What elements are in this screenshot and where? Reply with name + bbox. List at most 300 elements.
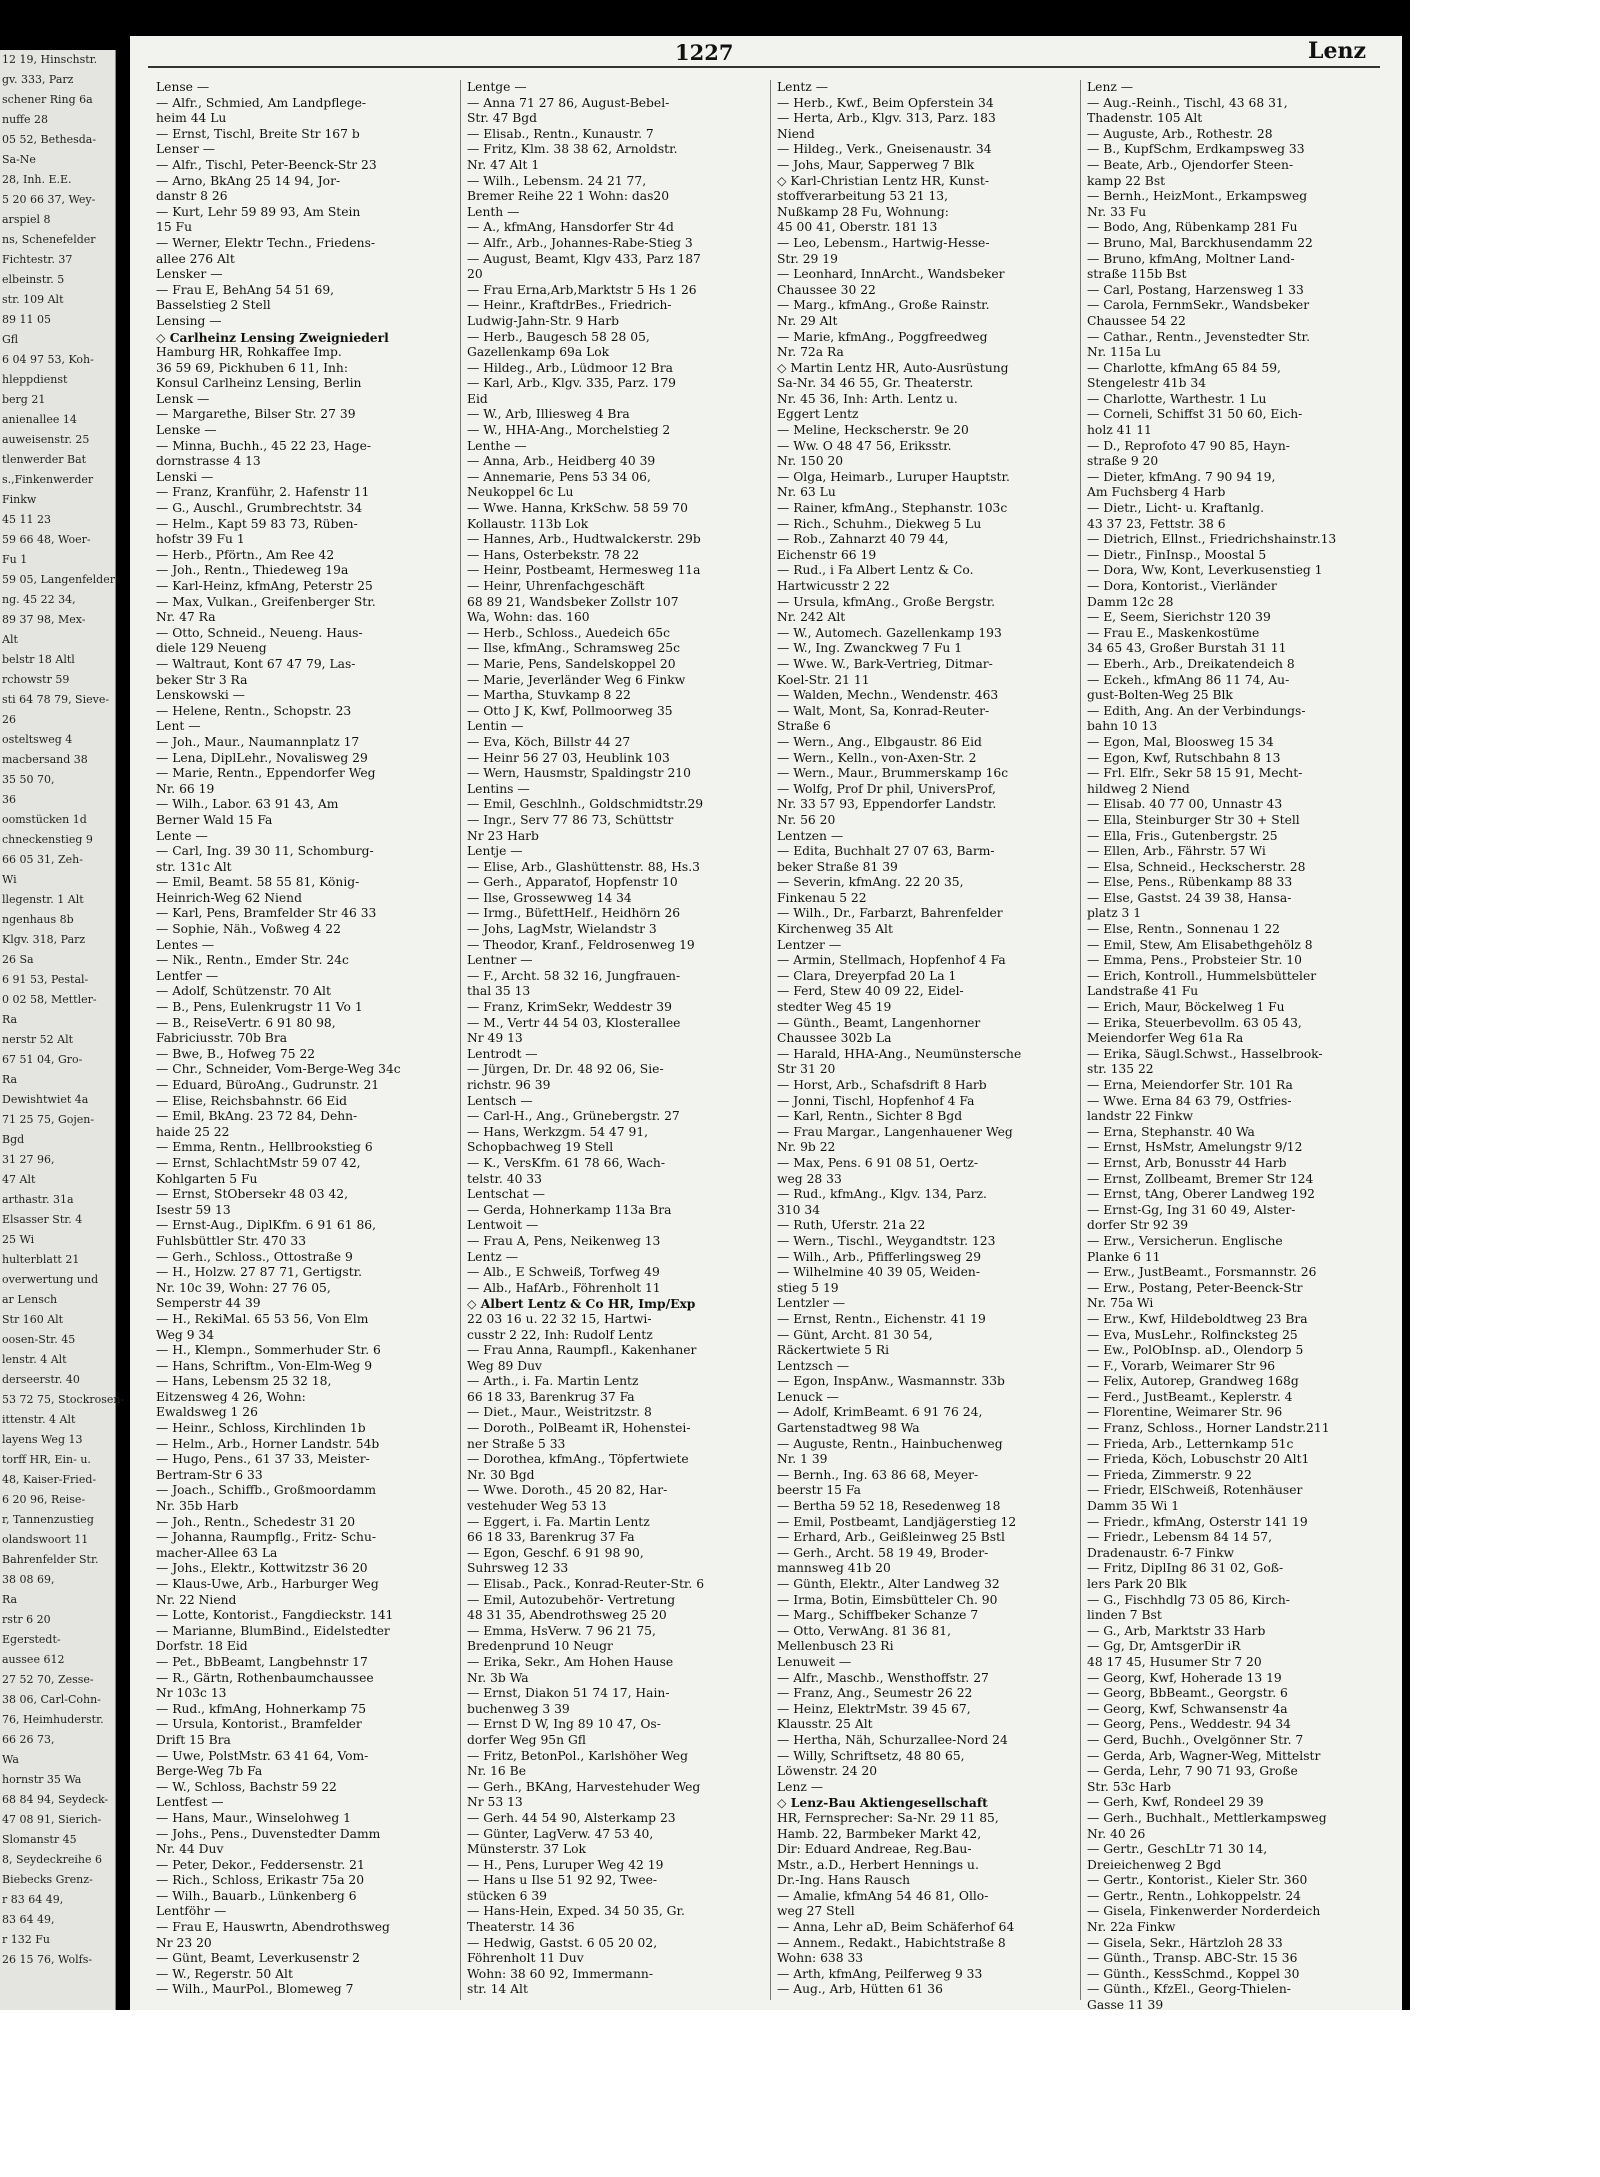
directory-entry: — B., ReiseVertr. 6 91 80 98, — [156, 1015, 336, 1030]
directory-entry: — Johanna, Raumpflg., Fritz- Schu- — [156, 1530, 377, 1545]
directory-entry: Lensker — — [156, 267, 223, 282]
directory-entry: — Ernst-Gg, Ing 31 60 49, Alster- — [1087, 1202, 1296, 1217]
directory-entry: — Annem., Redakt., Habichtstraße 8 — [777, 1935, 1006, 1950]
directory-entry: stoffverarbeitung 53 21 13, — [777, 189, 949, 204]
directory-entry: hofstr 39 Fu 1 — [156, 532, 245, 547]
directory-entry: — Edita, Buchhalt 27 07 63, Barm- — [777, 844, 995, 859]
directory-entry: — Elise, Reichsbahnstr. 66 Eid — [156, 1093, 348, 1108]
directory-entry: — Hans u Ilse 51 92 92, Twee- — [467, 1873, 658, 1888]
directory-entry: Lentsch — — [467, 1093, 533, 1108]
directory-entry: Gazellenkamp 69a Lok — [467, 345, 610, 360]
facing-page-line: r 132 Fu — [2, 1933, 50, 1946]
directory-entry: — Bodo, Ang, Rübenkamp 281 Fu — [1087, 220, 1298, 235]
directory-entry: — Dietr., FinInsp., Moostal 5 — [1087, 547, 1267, 562]
directory-entry: beerstr 15 Fa — [777, 1483, 861, 1498]
directory-entry: — Werner, Elektr Techn., Friedens- — [156, 235, 376, 250]
directory-entry: — Erna, Meiendorfer Str. 101 Ra — [1087, 1078, 1293, 1092]
directory-entry: Sa-Nr. 34 46 55, Gr. Theaterstr. — [777, 376, 974, 391]
directory-entry: Basselstieg 2 Stell — [156, 298, 271, 313]
directory-entry: — Wilh., Labor. 63 91 43, Am — [156, 797, 339, 812]
directory-entry: Lenth — — [467, 204, 520, 219]
directory-entry: — Alfr., Tischl, Peter-Beenck-Str 23 — [156, 157, 377, 172]
directory-entry: Lentzler — — [777, 1296, 846, 1311]
directory-entry: — Rob., Zahnarzt 40 79 44, — [777, 532, 949, 547]
facing-page-line: 12 19, Hinschstr. — [2, 53, 98, 66]
directory-entry: — Heinr., Schloss, Kirchlinden 1b — [156, 1421, 366, 1436]
directory-entry: — Heinz, ElektrMstr. 39 45 67, — [777, 1701, 971, 1716]
directory-entry: — Otto J K, Kwf, Pollmoorweg 35 — [467, 703, 673, 718]
directory-entry: hildweg 2 Niend — [1087, 781, 1190, 796]
directory-entry: 22 03 16 u. 22 32 15, Hartwi- — [467, 1311, 652, 1326]
facing-page-line: hleppdienst — [2, 373, 68, 386]
directory-entry: Lentz — — [777, 80, 828, 94]
directory-entry: — Dieter, kfmAng. 7 90 94 19, — [1087, 469, 1276, 484]
directory-entry: Eichenstr 66 19 — [777, 547, 877, 562]
facing-page-line: Ra — [2, 1593, 18, 1606]
directory-entry: — Herb., Baugesch 58 28 05, — [467, 329, 650, 344]
directory-entry: — G., Fischhdlg 73 05 86, Kirch- — [1087, 1592, 1290, 1607]
facing-page-line: Wi — [2, 873, 17, 886]
directory-entry: — Jürgen, Dr. Dr. 48 92 06, Sie- — [467, 1062, 664, 1077]
facing-page-line: 5 20 66 37, Wey- — [2, 193, 96, 206]
facing-page-line: schener Ring 6a — [2, 93, 93, 106]
directory-entry: — Gerh., Schloss., Ottostraße 9 — [156, 1249, 353, 1264]
facing-page-line: 28, Inh. E.E. — [2, 173, 72, 186]
directory-entry: Nr. 66 19 — [156, 781, 215, 796]
directory-entry: Lentes — — [156, 937, 215, 952]
directory-entry: Nr. 30 Bgd — [467, 1467, 535, 1482]
facing-page-line: ar Lensch — [2, 1293, 58, 1306]
directory-entry: Kirchenweg 35 Alt — [777, 922, 893, 937]
directory-entry: — Marie, Rentn., Eppendorfer Weg — [156, 766, 376, 781]
directory-entry: Hamb. 22, Barmbeker Markt 42, — [777, 1826, 982, 1841]
directory-entry: — Wilh., MaurPol., Blomeweg 7 — [156, 1982, 354, 1997]
directory-entry: — Herb., Kwf., Beim Opferstein 34 — [777, 95, 994, 110]
directory-entry: — Olga, Heimarb., Luruper Hauptstr. — [777, 469, 1010, 484]
directory-entry: — Anna 71 27 86, August-Bebel- — [467, 95, 670, 110]
directory-entry: — Elisab., Pack., Konrad-Reuter-Str. 6 — [467, 1577, 705, 1591]
directory-entry: — Ernst, Rentn., Eichenstr. 41 19 — [777, 1311, 986, 1326]
directory-entry: — Frau E., Maskenkostüme — [1087, 625, 1260, 640]
directory-entry: — Gerh., Archt. 58 19 49, Broder- — [777, 1545, 989, 1560]
directory-entry: platz 3 1 — [1087, 906, 1142, 921]
directory-entry: — Hugo, Pens., 61 37 33, Meister- — [156, 1452, 370, 1467]
running-head: Lenz — [1308, 38, 1366, 64]
directory-entry: Koel-Str. 21 11 — [777, 672, 870, 687]
directory-entry: — Beate, Arb., Ojendorfer Steen- — [1087, 157, 1294, 172]
facing-page-line: ittenstr. 4 Alt — [2, 1413, 76, 1426]
directory-entry: — Otto, Schneid., Neueng. Haus- — [156, 625, 363, 640]
directory-entry: — Marie, Jeverländer Weg 6 Finkw — [467, 672, 686, 687]
directory-entry: Lentner — — [467, 953, 533, 968]
directory-entry: Dorfstr. 18 Eid — [156, 1639, 248, 1654]
facing-page-line: Finkw — [2, 493, 37, 506]
directory-entry: — Amalie, kfmAng 54 46 81, Ollo- — [777, 1888, 989, 1903]
facing-page-line: macbersand 38 — [2, 753, 88, 766]
directory-entry: — Johs., Pens., Duvenstedter Damm — [156, 1826, 381, 1841]
directory-entry: — Wilh., Arb., Pfifferlingsweg 29 — [777, 1249, 982, 1264]
directory-entry: — August, Beamt, Klgv 433, Parz 187 — [467, 251, 701, 266]
facing-page-line: rchowstr 59 — [2, 673, 70, 686]
directory-entry: — Wilh., Lebensm. 24 21 77, — [467, 173, 647, 188]
directory-entry: — Friedr, ElSchweiß, Rotenhäuser — [1087, 1483, 1303, 1498]
facing-page-line: 6 91 53, Pestal- — [2, 973, 89, 986]
directory-entry: heim 44 Lu — [156, 111, 227, 126]
directory-entry: stücken 6 39 — [467, 1888, 547, 1903]
directory-entry: — Franz, Schloss., Horner Landstr.211 — [1087, 1421, 1330, 1436]
facing-page-line: oosen-Str. 45 — [2, 1333, 76, 1346]
directory-entry: — Fritz, BetonPol., Karlshöher Weg — [467, 1748, 688, 1763]
directory-entry: — Erhard, Arb., Geißleinweg 25 Bstl — [777, 1530, 1005, 1545]
directory-entry: — Sophie, Näh., Voßweg 4 22 — [156, 922, 341, 937]
directory-entry: — Walt, Mont, Sa, Konrad-Reuter- — [777, 703, 990, 718]
directory-entry: Niend — [777, 126, 815, 141]
directory-entry: — Jonni, Tischl, Hopfenhof 4 Fa — [777, 1093, 975, 1108]
facing-page-line: 71 25 75, Gojen- — [2, 1113, 95, 1126]
directory-entry: Lentföhr — — [156, 1904, 227, 1919]
facing-page-line: 38 08 69, — [2, 1573, 55, 1586]
directory-entry: — Gertr., GeschLtr 71 30 14, — [1087, 1842, 1268, 1857]
directory-entry: — Ernst, Arb, Bonusstr 44 Harb — [1087, 1155, 1287, 1170]
directory-entry: — Diet., Maur., Weistritzstr. 8 — [467, 1405, 652, 1420]
directory-entry: — Hans, Maur., Winselohweg 1 — [156, 1810, 351, 1825]
directory-entry: — Dietrich, Ellnst., Friedrichshainstr.13 — [1087, 532, 1337, 547]
directory-entry: Lenskowski — — [156, 688, 245, 703]
directory-entry: Lenz — — [1087, 80, 1134, 94]
directory-entry: Lentwoit — — [467, 1218, 539, 1233]
directory-entry: — Else, Pens., Rübenkamp 88 33 — [1087, 875, 1293, 890]
facing-page-line: 26 15 76, Wolfs- — [2, 1953, 93, 1966]
facing-page-line: 59 66 48, Woer- — [2, 533, 91, 546]
directory-entry: Münsterstr. 37 Lok — [467, 1842, 587, 1857]
directory-entry: Berner Wald 15 Fa — [156, 812, 273, 827]
directory-entry: Nr. 115a Lu — [1087, 345, 1161, 360]
directory-entry: Weg 9 34 — [156, 1327, 215, 1342]
directory-entry: Ludwig-Jahn-Str. 9 Harb — [467, 313, 619, 328]
facing-page-line: ngenhaus 8b — [2, 913, 74, 926]
facing-page-line: oomstücken 1d — [2, 813, 87, 826]
facing-page-line: 27 52 70, Zesse- — [2, 1673, 94, 1686]
directory-entry: — Carola, FernmSekr., Wandsbeker — [1087, 298, 1310, 313]
facing-page-line: berg 21 — [2, 393, 46, 406]
facing-page-line: 6 20 96, Reise- — [2, 1493, 86, 1506]
directory-entry: — Günter, LagVerw. 47 53 40, — [467, 1826, 654, 1841]
directory-entry: — Edith, Ang. An der Verbindungs- — [1087, 703, 1306, 718]
directory-entry: — Heinr, Postbeamt, Hermesweg 11a — [467, 563, 701, 578]
directory-entry: — Elise, Arb., Glashüttenstr. 88, Hs.3 — [467, 859, 700, 874]
facing-page-line: Bahrenfelder Str. — [2, 1553, 99, 1566]
directory-entry: — Ilse, kfmAng., Schramsweg 25c — [467, 641, 680, 656]
directory-entry: holz 41 11 — [1087, 423, 1152, 438]
directory-entry: — Carl-H., Ang., Grünebergstr. 27 — [467, 1109, 680, 1124]
directory-entry: — Carl, Ing. 39 30 11, Schomburg- — [156, 844, 374, 859]
facing-page-line: 89 11 05 — [2, 313, 51, 326]
directory-entry: linden 7 Bst — [1087, 1608, 1162, 1623]
directory-entry: — Helene, Rentn., Schopstr. 23 — [156, 703, 352, 718]
directory-entry: Heinrich-Weg 62 Niend — [156, 890, 302, 905]
directory-entry: — Waltraut, Kont 67 47 79, Las- — [156, 656, 356, 671]
directory-entry: — Ernst, Tischl, Breite Str 167 b — [156, 126, 360, 141]
facing-page-line: 05 52, Bethesda- — [2, 133, 97, 146]
facing-page-line: overwertung und — [2, 1273, 99, 1286]
directory-entry: Nr. 40 26 — [1087, 1826, 1146, 1841]
directory-entry: — Wern., Kelln., von-Axen-Str. 2 — [777, 750, 977, 765]
directory-entry: — Günth., KfzEl., Georg-Thielen- — [1087, 1982, 1291, 1997]
directory-entry: Lenski — — [156, 469, 214, 484]
directory-entry: — W., Ing. Zwanckweg 7 Fu 1 — [777, 641, 963, 656]
directory-entry: Lenuck — — [777, 1389, 839, 1404]
directory-entry: 45 00 41, Oberstr. 181 13 — [777, 220, 938, 235]
directory-entry: Bertram-Str 6 33 — [156, 1467, 263, 1482]
directory-entry: — Arno, BkAng 25 14 94, Jor- — [156, 173, 341, 188]
directory-entry: — Günth., Transp. ABC-Str. 15 36 — [1087, 1951, 1298, 1966]
directory-entry: Nr. 33 Fu — [1087, 204, 1147, 219]
directory-entry: — Heinr, Uhrenfachgeschäft — [467, 579, 645, 593]
directory-entry: — W., HHA-Ang., Morchelstieg 2 — [467, 423, 671, 438]
directory-entry: — Georg, Pens., Weddestr. 94 34 — [1087, 1717, 1291, 1732]
directory-entry: — Alfr., Arb., Johannes-Rabe-Stieg 3 — [467, 235, 693, 250]
directory-entry: — R., Gärtn, Rothenbaumchaussee — [156, 1670, 374, 1685]
directory-entry: beker Straße 81 39 — [777, 859, 898, 874]
directory-entry: — Emil, Geschlnh., Goldschmidtstr.29 — [467, 797, 704, 812]
directory-entry: Lensk — — [156, 391, 210, 406]
directory-entry: — Eva, Köch, Billstr 44 27 — [467, 734, 631, 749]
directory-entry: cusstr 2 22, Inh: Rudolf Lentz — [467, 1327, 653, 1342]
directory-entry: Lentschat — — [467, 1187, 545, 1202]
directory-entry: — Joh., Rentn., Thiedeweg 19a — [156, 563, 349, 578]
directory-entry: — Gisela, Finkenwerder Norderdeich — [1087, 1904, 1321, 1919]
directory-entry: ◇ Martin Lentz HR, Auto-Ausrüstung — [777, 360, 1009, 375]
facing-page-line: 8, Seydeckreihe 6 — [2, 1853, 103, 1866]
facing-page-line: nuffe 28 — [2, 113, 48, 126]
directory-entry: — Elsa, Schneid., Heckscherstr. 28 — [1087, 859, 1306, 874]
page-header — [130, 36, 1402, 76]
directory-entry: — Johs, LagMstr, Wielandstr 3 — [467, 922, 657, 937]
directory-entry: Klausstr. 25 Alt — [777, 1717, 873, 1732]
directory-entry: — Karl, Pens, Bramfelder Str 46 33 — [156, 906, 377, 921]
directory-entry: Dreieichenweg 2 Bgd — [1087, 1857, 1222, 1872]
directory-entry: — H., Klempn., Sommerhuder Str. 6 — [156, 1343, 381, 1358]
directory-entry: — Erna, Stephanstr. 40 Wa — [1087, 1124, 1255, 1139]
directory-entry: — Hertha, Näh, Schurzallee-Nord 24 — [777, 1732, 1008, 1747]
directory-entry: — Ella, Steinburger Str 30 + Stell — [1087, 812, 1300, 827]
facing-page-line: Klgv. 318, Parz — [2, 933, 86, 946]
directory-entry: mannsweg 41b 20 — [777, 1561, 891, 1576]
directory-entry: — Bruno, kfmAng, Moltner Land- — [1087, 251, 1295, 266]
directory-entry: haide 25 22 — [156, 1124, 230, 1139]
directory-entry: — Gerd, Buchh., Ovelgönner Str. 7 — [1087, 1732, 1304, 1747]
directory-entry: telstr. 40 33 — [467, 1171, 542, 1186]
facing-page-line: belstr 18 Altl — [2, 653, 75, 666]
directory-entry: Nr. 45 36, Inh: Arth. Lentz u. — [777, 391, 958, 406]
directory-entry: 68 89 21, Wandsbeker Zollstr 107 — [467, 594, 679, 609]
directory-entry: — Emma, Rentn., Hellbrookstieg 6 — [156, 1140, 373, 1155]
directory-entry: — Marie, kfmAng., Poggfreedweg — [777, 329, 988, 344]
facing-page-line: Alt — [2, 633, 18, 646]
header-rule — [148, 66, 1380, 68]
directory-entry: — Ernst-Aug., DiplKfm. 6 91 61 86, — [156, 1218, 376, 1233]
facing-page-line: 25 Wi — [2, 1233, 35, 1246]
page-number: 1227 — [675, 40, 734, 65]
facing-page-line: hornstr 35 Wa — [2, 1773, 82, 1786]
directory-entry: Nr. 35b Harb — [156, 1499, 239, 1514]
directory-entry: Lenser — — [156, 142, 216, 157]
directory-entry: — Johs, Maur, Sapperweg 7 Blk — [777, 157, 975, 172]
directory-entry: — Harald, HHA-Ang., Neumünstersche — [777, 1046, 1022, 1061]
directory-entry: — Ella, Fris., Gutenbergstr. 25 — [1087, 828, 1278, 843]
directory-entry: kamp 22 Bst — [1087, 173, 1166, 188]
directory-entry: — Pet., BbBeamt, Langbehnstr 17 — [156, 1654, 368, 1669]
directory-entry: straße 115b Bst — [1087, 267, 1187, 282]
directory-entry: — Herb., Schloss., Auedeich 65c — [467, 625, 671, 640]
facing-page-line: hulterblatt 21 — [2, 1253, 80, 1266]
directory-entry: — Emil, Postbeamt, Landjägerstieg 12 — [777, 1514, 1017, 1529]
facing-page-line: r, Tannenzustieg — [2, 1513, 94, 1526]
directory-entry: — Frl. Elfr., Sekr 58 15 91, Mecht- — [1087, 766, 1303, 781]
directory-entry: HR, Fernsprecher: Sa-Nr. 29 11 85, — [777, 1810, 999, 1825]
directory-entry: Str. 53c Harb — [1087, 1779, 1171, 1794]
facing-page-line: Biebecks Grenz- — [2, 1873, 93, 1886]
directory-entry: — Günth., KessSchmd., Koppel 30 — [1087, 1966, 1300, 1981]
directory-entry: — W., Regerstr. 50 Alt — [156, 1966, 293, 1981]
directory-entry: Lenske — — [156, 423, 217, 438]
directory-entry: Semperstr 44 39 — [156, 1296, 261, 1311]
directory-entry: Nr 103c 13 — [156, 1686, 227, 1701]
facing-page-line: ng. 45 22 34, — [2, 593, 76, 606]
directory-entry: Neukoppel 6c Lu — [467, 485, 574, 500]
directory-entry: — Franz, Ang., Seumestr 26 22 — [777, 1686, 973, 1701]
directory-entry: — Max, Pens. 6 91 08 51, Oertz- — [777, 1155, 979, 1170]
directory-entry: Dr.-Ing. Hans Rausch — [777, 1873, 911, 1888]
directory-entry: Finkenau 5 22 — [777, 890, 867, 905]
facing-page-line: Wa — [2, 1753, 19, 1766]
directory-entry: Lenthe — — [467, 438, 527, 453]
directory-entry: bahn 10 13 — [1087, 719, 1158, 734]
facing-page-line: Fichtestr. 37 — [2, 253, 73, 266]
directory-entry: weg 28 33 — [777, 1171, 842, 1186]
directory-entry: 43 37 23, Fettstr. 38 6 — [1087, 516, 1226, 531]
directory-entry: — Wilh., Dr., Farbarzt, Bahrenfelder — [777, 906, 1003, 921]
directory-entry: Lentfest — — [156, 1795, 224, 1810]
directory-entry: 48 31 35, Abendrothsweg 25 20 — [467, 1608, 667, 1623]
facing-page-line: Elsasser Str. 4 — [2, 1213, 83, 1226]
directory-entry: — Rainer, kfmAng., Stephanstr. 103c — [777, 501, 1008, 516]
facing-page-line: 83 64 49, — [2, 1913, 55, 1926]
directory-entry: Nr. 22 Niend — [156, 1592, 237, 1607]
directory-entry: — Dora, Ww, Kont, Leverkusenstieg 1 — [1087, 563, 1323, 578]
directory-entry: Nr. 75a Wi — [1087, 1296, 1154, 1311]
directory-entry: Ewaldsweg 1 26 — [156, 1405, 258, 1420]
directory-entry: — Dorothea, kfmAng., Töpfertwiete — [467, 1452, 689, 1467]
directory-entry: — Joh., Maur., Naumannplatz 17 — [156, 734, 360, 749]
facing-page-line: rstr 6 20 — [2, 1613, 51, 1626]
facing-page-line: 48, Kaiser-Fried- — [2, 1473, 97, 1486]
directory-entry: Hamburg HR, Rohkaffee Imp. — [156, 345, 342, 360]
column-4 — [1080, 80, 1381, 2013]
directory-entry: — Emil, Stew, Am Elisabethgehölz 8 — [1087, 937, 1313, 952]
directory-entry: Damm 12c 28 — [1087, 594, 1174, 609]
directory-entry: — Gertr., Rentn., Lohkoppelstr. 24 — [1087, 1888, 1301, 1903]
directory-entry: — Wolfg, Prof Dr phil, UniversProf, — [777, 781, 996, 796]
directory-entry: — Rud., kfmAng., Klgv. 134, Parz. — [777, 1187, 987, 1202]
directory-entry: Dradenaustr. 6-7 Finkw — [1087, 1545, 1235, 1560]
directory-entry: dornstrasse 4 13 — [156, 454, 261, 469]
directory-entry: Kollaustr. 113b Lok — [467, 516, 589, 531]
directory-entry: — Hildeg., Arb., Lüdmoor 12 Bra — [467, 360, 673, 375]
directory-entry: dorfer Weg 95n Gfl — [467, 1732, 586, 1747]
directory-entry: — Bernh., HeizMont., Erkampsweg — [1087, 189, 1308, 204]
directory-entry: Lentrodt — — [467, 1046, 538, 1061]
facing-page-line: Gfl — [2, 333, 19, 346]
directory-entry: Lente — — [156, 828, 208, 843]
company-entry: ◇ Albert Lentz & Co HR, Imp/Exp — [467, 1296, 696, 1312]
directory-entry: — Elisab. 40 77 00, Unnastr 43 — [1087, 797, 1283, 812]
facing-page-line: 66 05 31, Zeh- — [2, 853, 83, 866]
directory-entry: thal 35 13 — [467, 984, 531, 999]
facing-page-line: r 83 64 49, — [2, 1893, 64, 1906]
directory-entry: — Emil, Beamt. 58 55 81, König- — [156, 875, 360, 890]
directory-entry: ner Straße 5 33 — [467, 1436, 566, 1451]
directory-entry: Chaussee 30 22 — [777, 282, 876, 297]
directory-entry: Nr. 10c 39, Wohn: 27 76 05, — [156, 1280, 331, 1295]
directory-entry: — Wwe. Hanna, KrkSchw. 58 59 70 — [467, 501, 688, 516]
company-entry: ◇ Carlheinz Lensing Zweigniederl — [156, 329, 389, 345]
directory-entry: Bremer Reihe 22 1 Wohn: das20 — [467, 189, 670, 204]
directory-entry: Föhrenholt 11 Duv — [467, 1951, 584, 1966]
facing-page-line: 36 — [2, 793, 16, 806]
company-entry: ◇ Lenz-Bau Aktiengesellschaft — [777, 1795, 988, 1811]
directory-entry: — Else, Rentn., Sonnenau 1 22 — [1087, 922, 1280, 937]
facing-page-line: 59 05, Langenfelder — [2, 573, 115, 586]
directory-entry: Wohn: 638 33 — [777, 1951, 864, 1966]
directory-entry: 66 18 33, Barenkrug 37 Fa — [467, 1530, 635, 1545]
facing-page-line: 68 84 94, Seydeck- — [2, 1793, 109, 1806]
directory-entry: — Wwe. Erna 84 63 79, Ostfries- — [1087, 1093, 1292, 1108]
facing-page-line: 26 Sa — [2, 953, 34, 966]
directory-page — [130, 36, 1402, 2013]
directory-entry: — Ernst, StObersekr 48 03 42, — [156, 1187, 349, 1202]
directory-entry: — F., Vorarb, Weimarer Str 96 — [1087, 1358, 1276, 1373]
directory-entry: — Uwe, PolstMstr. 63 41 64, Vom- — [156, 1748, 369, 1763]
directory-entry: — Carl, Postang, Harzensweg 1 33 — [1087, 282, 1304, 297]
directory-entry: — Wern., Maur., Brummerskamp 16c — [777, 766, 1009, 781]
directory-entry: — Eduard, BüroAng., Gudrunstr. 21 — [156, 1078, 380, 1092]
directory-entry: — Eva, MusLehr., Rolfincksteg 25 — [1087, 1327, 1298, 1342]
directory-entry: — Hans, Osterbekstr. 78 22 — [467, 547, 640, 562]
facing-page-line: 6 04 97 53, Koh- — [2, 353, 94, 366]
directory-entry: — Marg., Schiffbeker Schanze 7 — [777, 1608, 979, 1623]
facing-page-fragment — [0, 50, 125, 2010]
directory-entry: Mstr., a.D., Herbert Hennings u. — [777, 1857, 979, 1872]
directory-entry: — Wilh., Bauarb., Lünkenberg 6 — [156, 1888, 357, 1903]
directory-entry: Wohn: 38 60 92, Immermann- — [467, 1966, 653, 1981]
directory-entry: — Gerh., Buchhalt., Mettlerkampsweg — [1087, 1810, 1327, 1825]
directory-entry: Lentge — — [467, 80, 527, 94]
directory-entry: — Egon, Geschf. 6 91 98 90, — [467, 1545, 644, 1560]
directory-entry: — Frau Erna,Arb,Marktstr 5 Hs 1 26 — [467, 282, 697, 297]
directory-entry: — Margarethe, Bilser Str. 27 39 — [156, 407, 356, 422]
directory-entry: Eggert Lentz — [777, 407, 859, 422]
facing-page-line: ns, Schenefelder — [2, 233, 96, 246]
directory-entry: — Erika, Sekr., Am Hohen Hause — [467, 1654, 674, 1669]
directory-entry: — Hedwig, Gastst. 6 05 20 02, — [467, 1935, 658, 1950]
directory-entry: Nr. 3b Wa — [467, 1670, 529, 1685]
directory-entry: Dir: Eduard Andreae, Reg.Bau- — [777, 1842, 972, 1857]
directory-entry: Nr 49 13 — [467, 1031, 523, 1046]
directory-entry: — D., Reprofoto 47 90 85, Hayn- — [1087, 438, 1290, 453]
directory-entry: — B., Pens, Eulenkrugstr 11 Vo 1 — [156, 1000, 363, 1015]
directory-entry: — Charlotte, Warthestr. 1 Lu — [1087, 391, 1267, 406]
